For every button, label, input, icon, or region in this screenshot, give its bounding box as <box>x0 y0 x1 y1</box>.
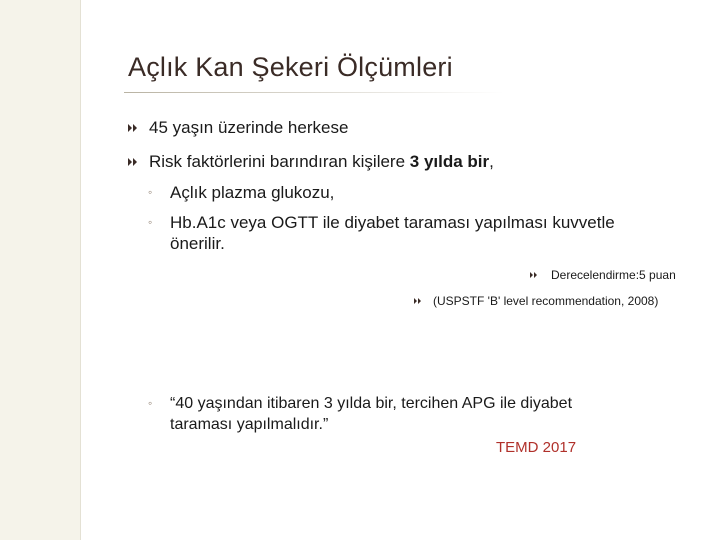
circle-bullet-icon: ◦ <box>148 185 153 199</box>
title-underline <box>124 92 504 93</box>
bullet-text-bold: 3 yılda bir <box>409 152 490 171</box>
sub-bullet-text <box>170 212 615 254</box>
bullet-text-part: Risk faktörlerini barındıran kişilere <box>149 152 410 171</box>
bullet-arrow-icon <box>530 272 538 278</box>
bullet-arrow-icon <box>128 124 138 132</box>
quote-line: “40 yaşından itibaren 3 yılda bir, tercihen APG ile diyabet <box>170 395 573 412</box>
circle-bullet-icon: ◦ <box>148 215 153 229</box>
bullet-arrow-icon <box>128 158 138 166</box>
source-citation: TEMD 2017 <box>496 439 577 456</box>
left-divider <box>80 0 81 540</box>
bullet-text: 45 yaşın üzerinde herkese <box>149 118 349 137</box>
slide-title: Açlık Kan Şekeri Ölçümleri <box>128 52 453 82</box>
left-decorative-band <box>0 0 80 540</box>
bullet-text <box>149 152 494 172</box>
quote-line: taraması yapılmalıdır.” <box>170 416 329 433</box>
bullet-text-part: , <box>489 152 494 171</box>
note-text: (USPSTF 'B' level recommendation, 2008) <box>433 294 659 308</box>
circle-bullet-icon: ◦ <box>148 396 153 410</box>
sub-bullet-text: Açlık plazma glukozu, <box>170 183 335 202</box>
sub-bullet-line: Hb.A1c veya OGTT ile diyabet taraması yapılması kuvvetle <box>170 213 615 232</box>
sub-bullet-line: önerilir. <box>170 234 225 253</box>
quote-text <box>170 393 572 435</box>
note-text: Derecelendirme:5 puan <box>551 268 676 282</box>
bullet-arrow-icon <box>414 298 422 304</box>
